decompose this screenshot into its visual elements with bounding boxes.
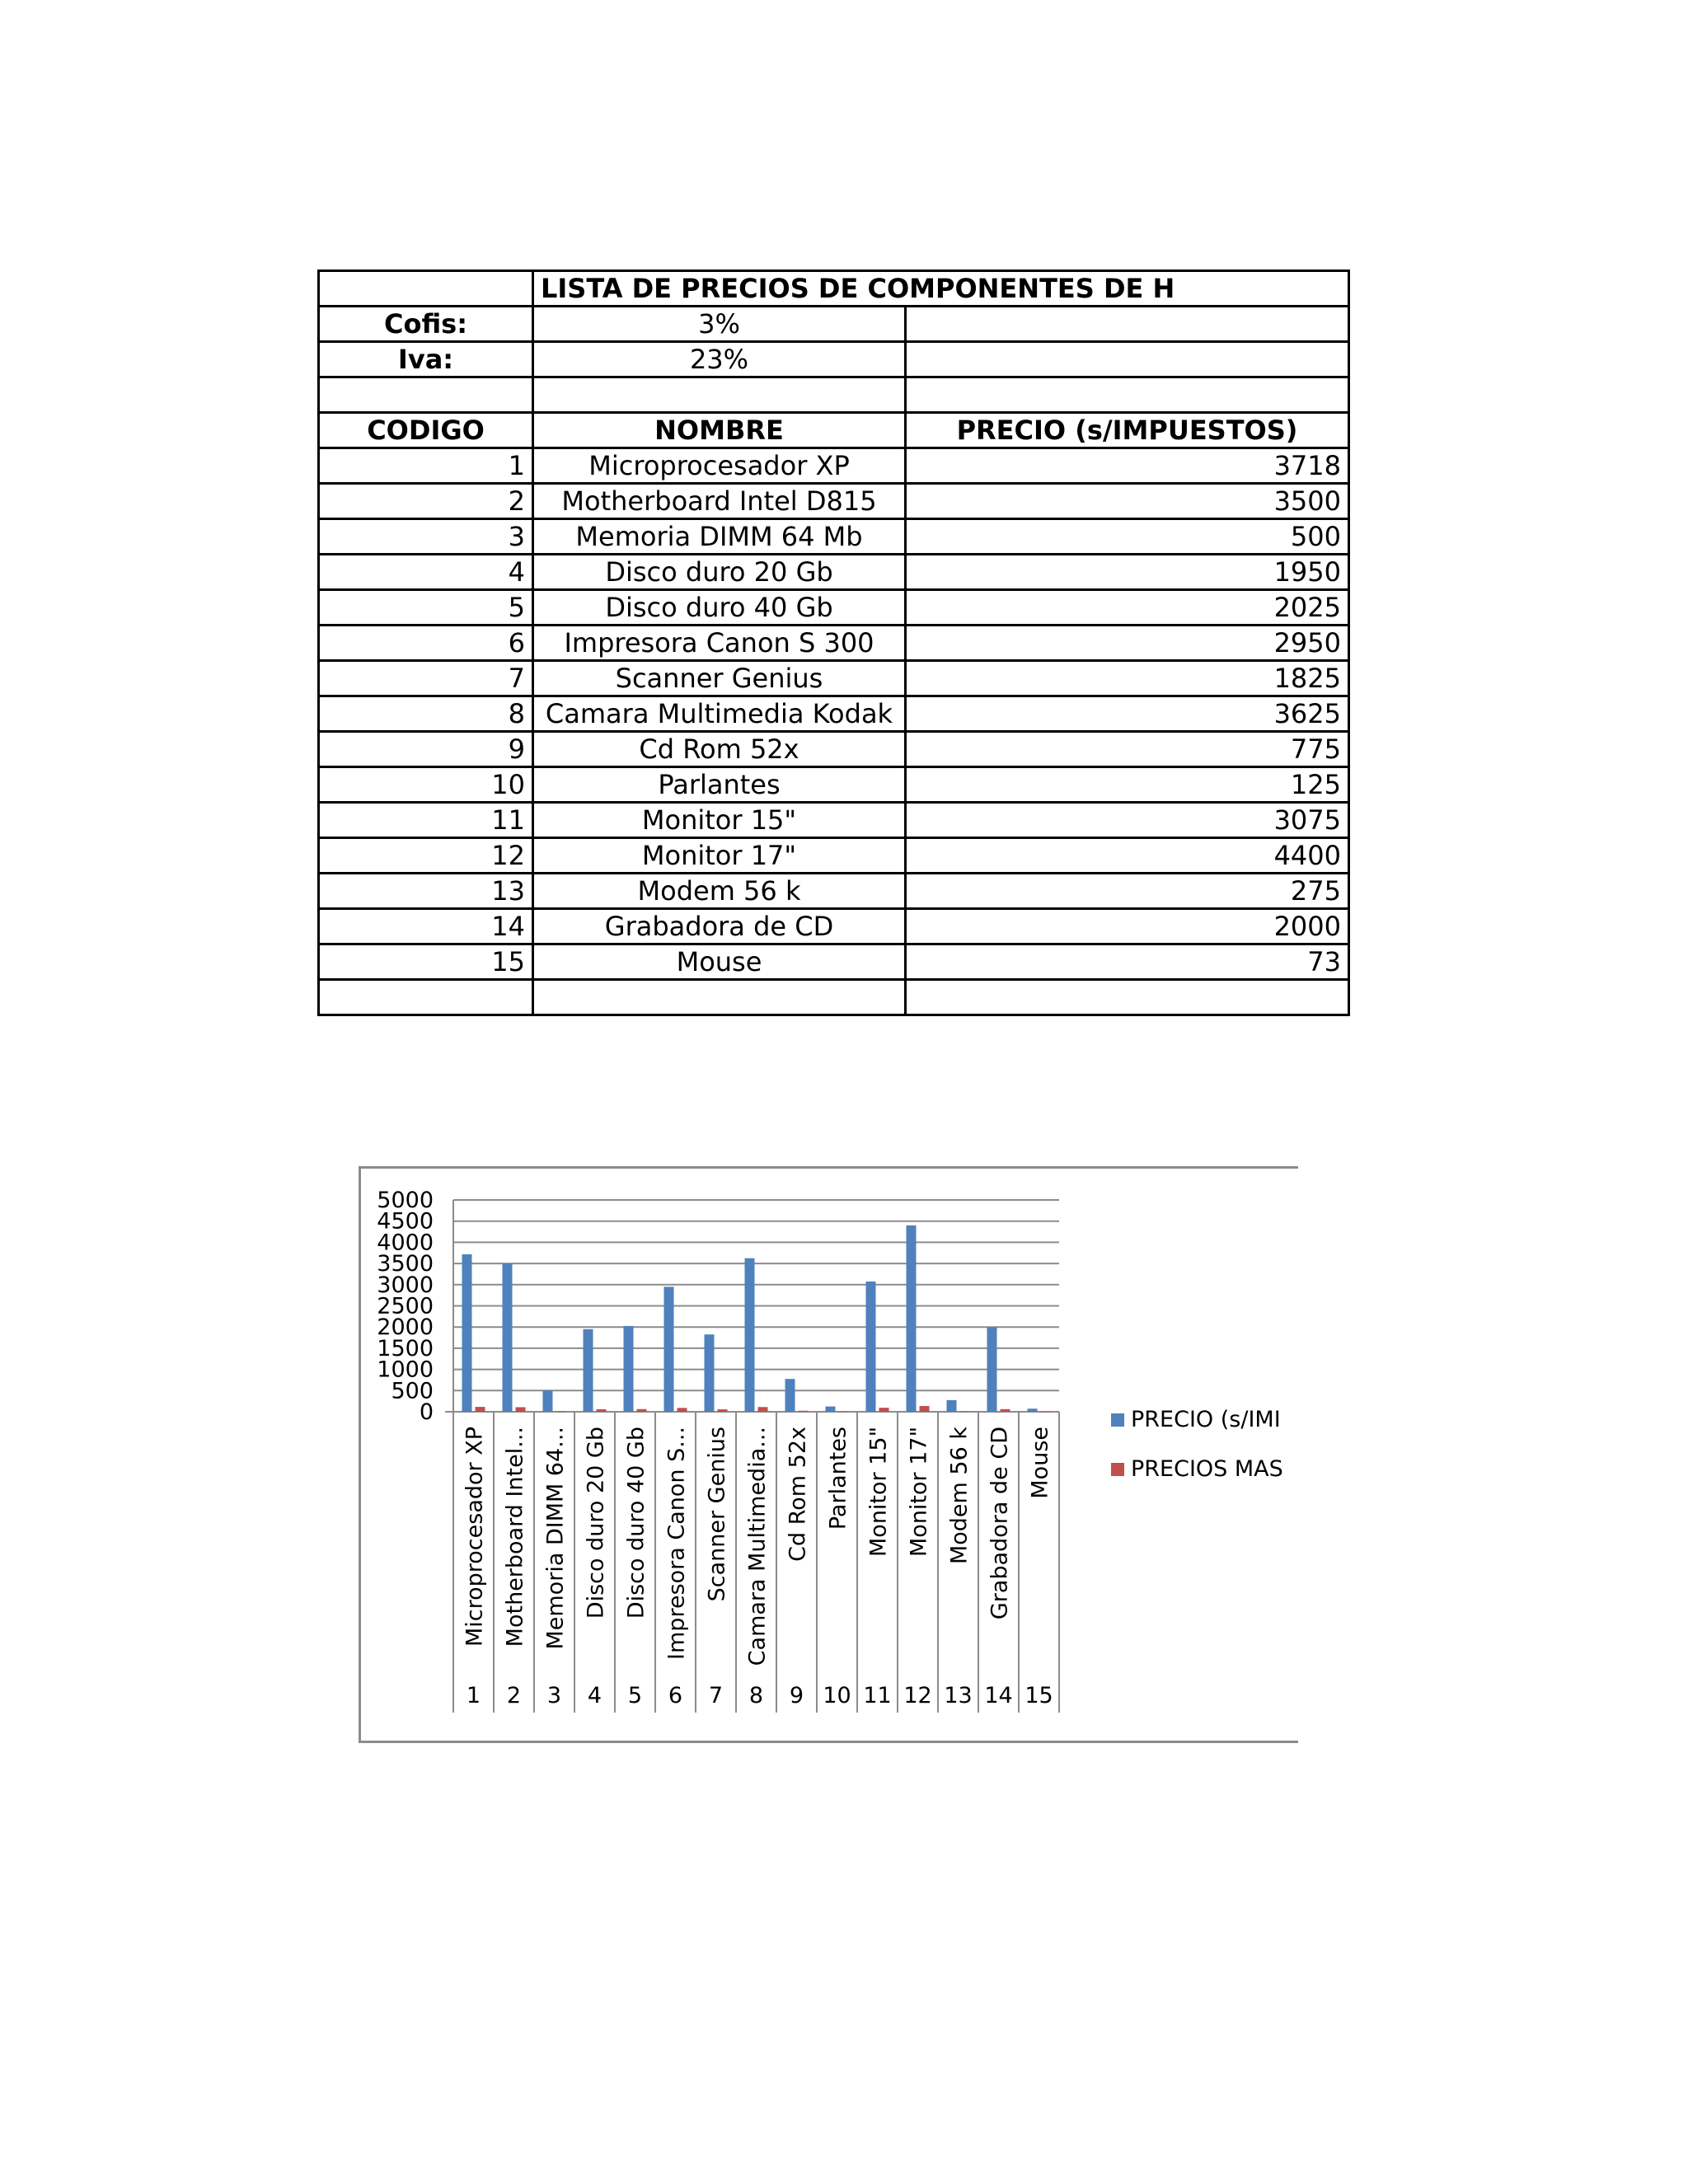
y-tick-label: 4500 <box>377 1208 434 1235</box>
bar-precios-mas <box>637 1409 647 1412</box>
table-row <box>319 944 1349 980</box>
header-nombre[interactable]: NOMBRE <box>533 413 906 448</box>
y-tick-label: 1500 <box>377 1335 434 1361</box>
nombre-cell[interactable]: Impresora Canon S 300 <box>533 626 906 661</box>
x-category-label: Disco duro 40 Gb <box>623 1427 649 1619</box>
x-code-label: 4 <box>587 1683 603 1708</box>
x-category-label: Grabadora de CD <box>987 1427 1013 1620</box>
codigo-cell[interactable]: 15 <box>319 944 533 980</box>
nombre-cell[interactable]: Monitor 17" <box>533 838 906 874</box>
codigo-cell[interactable]: 1 <box>319 448 533 484</box>
nombre-cell[interactable]: Memoria DIMM 64 Mb <box>533 519 906 555</box>
price-table <box>317 269 1350 1016</box>
empty-cell[interactable] <box>319 980 533 1015</box>
precio-cell[interactable]: 500 <box>906 519 1349 555</box>
x-code-label: 3 <box>546 1683 562 1708</box>
y-tick-label: 2000 <box>377 1315 434 1341</box>
bar-precios-mas <box>516 1407 526 1412</box>
codigo-cell[interactable]: 7 <box>319 661 533 696</box>
precio-cell[interactable]: 1950 <box>906 555 1349 590</box>
table-row <box>319 626 1349 661</box>
cofis-value[interactable]: 3% <box>533 307 906 342</box>
precio-cell[interactable]: 73 <box>906 944 1349 980</box>
blank-row <box>319 980 1349 1015</box>
bar-precios-mas <box>556 1411 566 1412</box>
legend-swatch <box>1111 1413 1124 1427</box>
bar-precio <box>987 1327 997 1412</box>
iva-label[interactable]: Iva: <box>319 342 533 377</box>
nombre-cell[interactable]: Microprocesador XP <box>533 448 906 484</box>
bar-precios-mas <box>799 1411 809 1412</box>
cofis-row <box>319 307 1349 342</box>
bar-precio <box>462 1254 472 1412</box>
x-category-label: Parlantes <box>825 1427 851 1530</box>
x-category-label: Modem 56 k <box>946 1427 973 1565</box>
sheet-title[interactable]: LISTA DE PRECIOS DE COMPONENTES DE H <box>533 271 1349 307</box>
x-category-label: Motherboard Intel... <box>502 1427 528 1647</box>
x-category-label: Memoria DIMM 64... <box>542 1427 569 1650</box>
header-codigo[interactable]: CODIGO <box>319 413 533 448</box>
legend-label: PRECIO (s/IMI <box>1131 1407 1281 1432</box>
price-list-sheet <box>317 269 1341 1016</box>
bar-precios-mas <box>960 1412 970 1413</box>
empty-cell[interactable] <box>906 307 1349 342</box>
precio-cell[interactable]: 3718 <box>906 448 1349 484</box>
codigo-cell[interactable]: 13 <box>319 874 533 909</box>
x-category-label: Disco duro 20 Gb <box>583 1427 609 1619</box>
nombre-cell[interactable]: Parlantes <box>533 767 906 803</box>
x-code-label: 15 <box>1025 1683 1053 1708</box>
bar-precio <box>503 1263 513 1412</box>
y-tick-label: 3000 <box>377 1272 434 1298</box>
x-code-label: 12 <box>903 1683 932 1708</box>
codigo-cell[interactable]: 8 <box>319 696 533 732</box>
cofis-label[interactable]: Cofis: <box>319 307 533 342</box>
y-tick-label: 500 <box>391 1378 434 1404</box>
table-row <box>319 661 1349 696</box>
empty-cell[interactable] <box>906 377 1349 413</box>
x-code-label: 6 <box>668 1683 683 1708</box>
precio-cell[interactable]: 3500 <box>906 484 1349 519</box>
x-category-label: Monitor 17" <box>906 1427 932 1557</box>
table-row <box>319 555 1349 590</box>
table-row <box>319 874 1349 909</box>
blank-row <box>319 377 1349 413</box>
nombre-cell[interactable]: Mouse <box>533 944 906 980</box>
title-row <box>319 271 1349 307</box>
bar-precio <box>664 1286 674 1412</box>
y-tick-label: 2500 <box>377 1293 434 1319</box>
iva-value[interactable]: 23% <box>533 342 906 377</box>
codigo-cell[interactable]: 12 <box>319 838 533 874</box>
nombre-cell[interactable]: Modem 56 k <box>533 874 906 909</box>
table-row <box>319 767 1349 803</box>
table-row <box>319 732 1349 767</box>
y-tick-label: 0 <box>419 1399 434 1425</box>
header-row <box>319 413 1349 448</box>
codigo-cell[interactable]: 14 <box>319 909 533 944</box>
x-category-label: Camara Multimedia... <box>744 1427 771 1666</box>
nombre-cell[interactable]: Monitor 15" <box>533 803 906 838</box>
codigo-cell[interactable]: 2 <box>319 484 533 519</box>
empty-cell[interactable] <box>319 377 533 413</box>
table-row <box>319 696 1349 732</box>
empty-cell[interactable] <box>319 271 533 307</box>
x-code-label: 13 <box>944 1683 973 1708</box>
iva-row <box>319 342 1349 377</box>
x-category-label: Scanner Genius <box>704 1427 730 1602</box>
table-row <box>319 803 1349 838</box>
bar-precio <box>866 1282 876 1412</box>
precio-cell[interactable]: 2950 <box>906 626 1349 661</box>
bar-precios-mas <box>920 1406 930 1412</box>
price-chart[interactable] <box>359 1166 1298 1743</box>
bar-precios-mas <box>597 1409 607 1412</box>
precio-cell[interactable]: 4400 <box>906 838 1349 874</box>
x-code-label: 11 <box>863 1683 892 1708</box>
precio-cell[interactable]: 775 <box>906 732 1349 767</box>
y-tick-label: 4000 <box>377 1230 434 1256</box>
empty-cell[interactable] <box>533 377 906 413</box>
y-tick-label: 1000 <box>377 1357 434 1383</box>
table-row <box>319 448 1349 484</box>
table-row <box>319 909 1349 944</box>
bar-precios-mas <box>476 1407 485 1412</box>
precio-cell[interactable]: 2000 <box>906 909 1349 944</box>
table-row <box>319 484 1349 519</box>
bar-precios-mas <box>718 1409 728 1412</box>
x-category-label: Mouse <box>1027 1427 1053 1499</box>
bar-precio <box>543 1390 553 1412</box>
x-code-label: 8 <box>748 1683 764 1708</box>
x-category-label: Impresora Canon S... <box>663 1427 690 1660</box>
x-code-label: 14 <box>984 1683 1013 1708</box>
table-row <box>319 838 1349 874</box>
empty-cell[interactable] <box>533 980 906 1015</box>
bar-precios-mas <box>1001 1409 1010 1412</box>
bar-precios-mas <box>879 1408 889 1412</box>
chart-svg <box>361 1169 1301 1746</box>
precio-cell[interactable]: 2025 <box>906 590 1349 626</box>
y-tick-label: 3500 <box>377 1251 434 1277</box>
empty-cell[interactable] <box>906 342 1349 377</box>
codigo-cell[interactable]: 4 <box>319 555 533 590</box>
codigo-cell[interactable]: 11 <box>319 803 533 838</box>
x-code-label: 10 <box>823 1683 851 1708</box>
bar-precios-mas <box>1041 1412 1051 1413</box>
nombre-cell[interactable]: Disco duro 40 Gb <box>533 590 906 626</box>
codigo-cell[interactable]: 6 <box>319 626 533 661</box>
precio-cell[interactable]: 3075 <box>906 803 1349 838</box>
bar-precios-mas <box>678 1408 687 1412</box>
nombre-cell[interactable]: Scanner Genius <box>533 661 906 696</box>
table-row <box>319 590 1349 626</box>
bar-precio <box>624 1326 634 1412</box>
header-precio[interactable]: PRECIO (s/IMPUESTOS) <box>906 413 1349 448</box>
x-category-label: Cd Rom 52x <box>785 1427 811 1562</box>
bar-precio <box>947 1400 957 1412</box>
precio-cell[interactable]: 125 <box>906 767 1349 803</box>
bar-precio <box>785 1379 795 1412</box>
precio-cell[interactable]: 275 <box>906 874 1349 909</box>
precio-cell[interactable]: 3625 <box>906 696 1349 732</box>
codigo-cell[interactable]: 10 <box>319 767 533 803</box>
codigo-cell[interactable]: 9 <box>319 732 533 767</box>
y-tick-label: 5000 <box>377 1188 434 1213</box>
table-row <box>319 519 1349 555</box>
bar-precio <box>705 1334 715 1412</box>
bar-precio <box>584 1329 593 1412</box>
codigo-cell[interactable]: 3 <box>319 519 533 555</box>
x-code-label: 5 <box>627 1683 643 1708</box>
x-category-label: Microprocesador XP <box>462 1427 488 1647</box>
bar-precios-mas <box>758 1407 768 1412</box>
bar-precio <box>907 1226 917 1412</box>
bar-precios-mas <box>839 1412 849 1413</box>
nombre-cell[interactable]: Motherboard Intel D815 <box>533 484 906 519</box>
codigo-cell[interactable]: 5 <box>319 590 533 626</box>
legend-label: PRECIOS MAS <box>1131 1456 1283 1482</box>
bar-precio <box>745 1258 755 1412</box>
nombre-cell[interactable]: Camara Multimedia Kodak <box>533 696 906 732</box>
x-code-label: 1 <box>466 1683 481 1708</box>
x-category-label: Monitor 15" <box>865 1427 892 1557</box>
x-code-label: 7 <box>708 1683 724 1708</box>
x-code-label: 9 <box>789 1683 804 1708</box>
legend-swatch <box>1111 1463 1124 1476</box>
bar-precio <box>1028 1408 1038 1412</box>
empty-cell[interactable] <box>906 980 1349 1015</box>
nombre-cell[interactable]: Disco duro 20 Gb <box>533 555 906 590</box>
nombre-cell[interactable]: Grabadora de CD <box>533 909 906 944</box>
bar-precio <box>826 1407 836 1412</box>
x-code-label: 2 <box>506 1683 522 1708</box>
table-body <box>319 448 1349 980</box>
nombre-cell[interactable]: Cd Rom 52x <box>533 732 906 767</box>
precio-cell[interactable]: 1825 <box>906 661 1349 696</box>
